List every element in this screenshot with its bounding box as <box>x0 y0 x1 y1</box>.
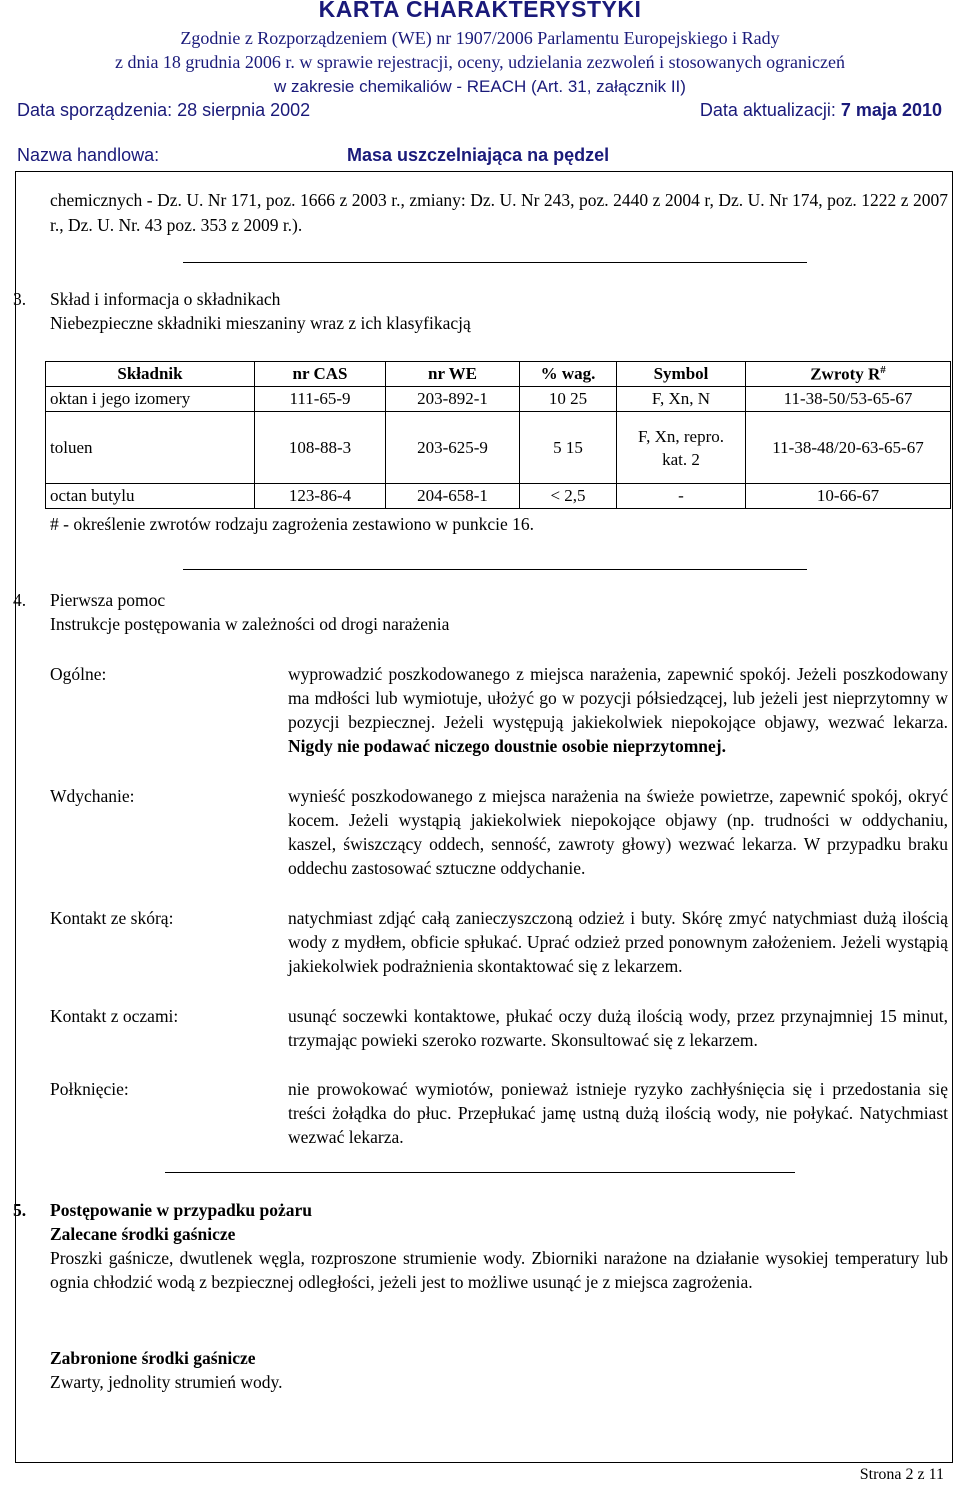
ingredients-table <box>45 361 951 509</box>
table-cell: < 2,5 <box>520 484 617 509</box>
table-cell: - <box>617 484 746 509</box>
table-cell: 203-892-1 <box>386 387 520 412</box>
date-updated-value: 7 maja 2010 <box>840 100 942 120</box>
header-regulation-line-3: w zakresie chemikaliów - REACH (Art. 31, załącznik II) <box>274 77 686 96</box>
table-header: % wag. <box>520 362 617 387</box>
first-aid-text-eyes: usunąć soczewki kontaktowe, płukać oczy dużą ilością wody, przez przynajmniej 15 minut, trzymając powieki szeroko rozwarte. Skonsultować się z lekarzem. <box>288 1006 948 1050</box>
section-divider <box>183 569 807 570</box>
section-4-subtitle: Instrukcje postępowania w zależności od drogi narażenia <box>50 614 450 634</box>
table-cell: 10 25 <box>520 387 617 412</box>
first-aid-text: wyprowadzić poszkodowanego z miejsca narażenia, zapewnić spokój. Jeżeli poszkodowany ma mdłości lub wymiotuje, ułożyć go w pozycji półsiedzącej, lub jeżeli jest nieprzytomny w pozycji bezpiecznej. Jeżeli występują jakiekolwiek niepokojące objawy, wezwać lekarza. <box>288 664 948 732</box>
table-cell: F, Xn, N <box>617 387 746 412</box>
section-5-text-forbidden: Zwarty, jednolity strumień wody. <box>50 1372 283 1392</box>
table-header <box>746 362 951 387</box>
trade-name-label: Nazwa handlowa: <box>17 145 160 165</box>
date-updated-label: Data aktualizacji: <box>699 100 841 120</box>
table-cell: 5 15 <box>520 412 617 484</box>
table-cell: octan butylu <box>46 484 255 509</box>
first-aid-warning: Nigdy nie podawać niczego doustnie osobie nieprzytomnej. <box>288 736 726 756</box>
table-cell: 11-38-50/53-65-67 <box>746 387 951 412</box>
date-updated <box>700 100 942 121</box>
first-aid-text-general <box>288 662 948 758</box>
table-cell: 203-625-9 <box>386 412 520 484</box>
section-5-text-recommended: Proszki gaśnicze, dwutlenek węgla, rozproszone strumienie wody. Zbiorniki narażone na działanie wysokiej temperatury lub ognia chłodzić wodą z bezpiecznej odległości, jeżeli jest to możliwe usunąć je z miejsca zagrożenia. <box>50 1248 948 1292</box>
table-header-footnote-mark: # <box>880 363 886 376</box>
table-header: nr WE <box>386 362 520 387</box>
table-header-row <box>46 362 951 387</box>
section-5-number: 5. <box>13 1200 27 1220</box>
table-cell: 123-86-4 <box>255 484 386 509</box>
table-cell: 11-38-48/20-63-65-67 <box>746 412 951 484</box>
table-header: Symbol <box>617 362 746 387</box>
table-header: Składnik <box>46 362 255 387</box>
table-cell: F, Xn, repro. kat. 2 <box>617 412 746 484</box>
table-header: nr CAS <box>255 362 386 387</box>
section-3-title: Skład i informacja o składnikach <box>50 289 281 309</box>
table-row <box>46 387 951 412</box>
section-5-title: Postępowanie w przypadku pożaru <box>50 1200 313 1220</box>
first-aid-text-skin: natychmiast zdjąć całą zanieczyszczoną odzież i buty. Skórę zmyć natychmiast dużą ilością wody z mydłem, obficie spłukać. Uprać odzież przed ponownym założeniem. Jeżeli wystąpią jakiekolwiek podrażnienia skontaktować się z lekarzem. <box>288 908 948 976</box>
first-aid-text-inhalation: wynieść poszkodowanego z miejsca narażenia na świeże powietrze, zapewnić spokój, okryć kocem. Jeżeli wystąpią jakiekolwiek niepokojące objawy (np. trudności w oddychaniu, kaszel, świszczący oddech, senność, zawroty głowy) wezwać lekarza. W przypadku braku oddechu zastosować sztuczne oddychanie. <box>288 786 948 878</box>
section-4-title: Pierwsza pomoc <box>50 590 166 610</box>
first-aid-label-ingestion: Połknięcie: <box>50 1079 129 1099</box>
table-cell: 108-88-3 <box>255 412 386 484</box>
trade-name-value: Masa uszczelniająca na pędzel <box>347 145 610 165</box>
table-row <box>46 484 951 509</box>
intro-paragraph: chemicznych - Dz. U. Nr 171, poz. 1666 z 2003 r., zmiany: Dz. U. Nr 243, poz. 2440 z 2004 r, Dz. U. Nr 174, poz. 1222 z 2007 r., Dz. U. Nr. 43 poz. 353 z 2009 r.). <box>50 190 948 235</box>
table-cell: 204-658-1 <box>386 484 520 509</box>
table-cell: 111-65-9 <box>255 387 386 412</box>
table-footnote: # - określenie zwrotów rodzaju zagrożenia zestawiono w punkcie 16. <box>50 514 534 534</box>
header-regulation-line-1: Zgodnie z Rozporządzeniem (WE) nr 1907/2006 Parlamentu Europejskiego i Rady <box>180 28 780 48</box>
first-aid-label-skin: Kontakt ze skórą: <box>50 908 174 928</box>
section-5-subtitle-forbidden: Zabronione środki gaśnicze <box>50 1348 256 1368</box>
document-title: KARTA CHARAKTERYSTYKI <box>318 0 642 22</box>
first-aid-label-general: Ogólne: <box>50 664 107 684</box>
table-row <box>46 412 951 484</box>
section-4-number: 4. <box>13 590 27 610</box>
table-header-label: Zwroty R <box>810 364 881 384</box>
section-3-subtitle: Niebezpieczne składniki mieszaniny wraz z ich klasyfikacją <box>50 313 471 333</box>
section-5-subtitle-recommended: Zalecane środki gaśnicze <box>50 1224 236 1244</box>
first-aid-label-inhalation: Wdychanie: <box>50 786 135 806</box>
section-divider <box>183 262 807 263</box>
section-3-number: 3. <box>13 289 27 309</box>
section-divider <box>165 1172 795 1173</box>
table-cell: toluen <box>46 412 255 484</box>
header-regulation-line-2: z dnia 18 grudnia 2006 r. w sprawie rejestracji, oceny, udzielania zezwoleń i stosowanych ograniczeń <box>114 52 846 72</box>
first-aid-text-ingestion: nie prowokować wymiotów, ponieważ istnieje ryzyko zachłyśnięcia się i przedostania się treści żołądka do płuc. Przepłukać jamę ustną dużą ilością wody, nie połykać. Natychmiast wezwać lekarza. <box>288 1079 948 1147</box>
table-cell: oktan i jego izomery <box>46 387 255 412</box>
table-cell: 10-66-67 <box>746 484 951 509</box>
date-prepared: Data sporządzenia: 28 sierpnia 2002 <box>17 100 311 120</box>
page-number: Strona 2 z 11 <box>859 1466 944 1483</box>
first-aid-label-eyes: Kontakt z oczami: <box>50 1006 179 1026</box>
